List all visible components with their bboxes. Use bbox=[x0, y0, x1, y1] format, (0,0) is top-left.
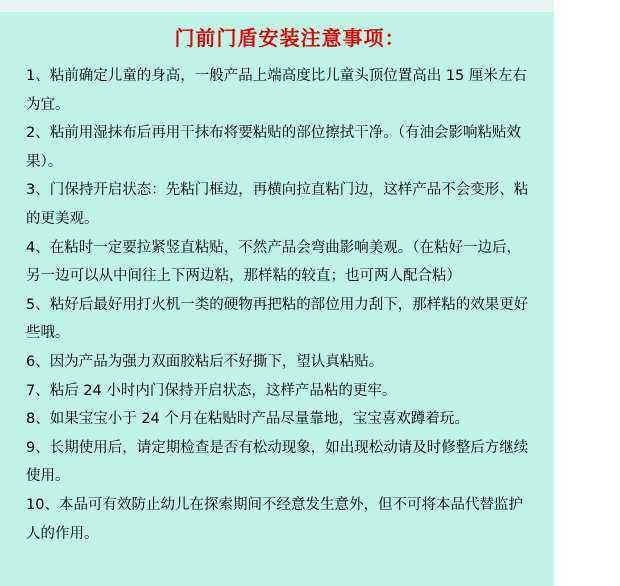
instruction-item-7: 7、粘后 24 小时内门保持开启状态，这样产品粘的更牢。 bbox=[26, 382, 397, 399]
instruction-item-6: 6、因为产品为强力双面胶粘后不好撕下，望认真粘贴。 bbox=[26, 353, 384, 370]
instruction-item-3: 3、门保持开启状态：先粘门框边，再横向拉直粘门边，这样产品不会变形、粘的更美观。 bbox=[26, 182, 529, 227]
instruction-item-8: 8、如果宝宝小于 24 个月在粘贴时产品尽量靠地，宝宝喜欢蹲着玩。 bbox=[26, 411, 469, 428]
instruction-list bbox=[26, 62, 532, 548]
instruction-item-9: 9、长期使用后，请定期检查是否有松动现象，如出现松动请及时修整后方继续使用。 bbox=[26, 439, 529, 485]
instruction-item-10: 10、本品可有效防止幼儿在探索期间不经意发生意外，但不可将本品代替监护人的作用。 bbox=[26, 496, 523, 542]
instruction-item-5: 5、粘好后最好用打火机一类的硬物再把粘的部位用力刮下，那样粘的效果更好些哦。 bbox=[26, 296, 529, 342]
instruction-item-4: 4、在粘时一定要拉紧竖直粘贴，不然产品会弯曲影响美观。（在粘好一边后，另一边可以从中间往上下两边粘，那样粘的较直；也可两人配合粘） bbox=[26, 239, 521, 285]
instruction-item-1: 1、粘前确定儿童的身高，一般产品上端高度比儿童头顶位置高出 15 厘米左右为宜。 bbox=[26, 68, 527, 113]
page-title: 门前门盾安装注意事项： bbox=[174, 26, 406, 50]
instruction-item-2: 2、粘前用湿抹布后再用干抹布将要粘贴的部位擦拭干净。（有油会影响粘贴效果）。 bbox=[26, 125, 521, 170]
top-strip bbox=[0, 0, 554, 12]
